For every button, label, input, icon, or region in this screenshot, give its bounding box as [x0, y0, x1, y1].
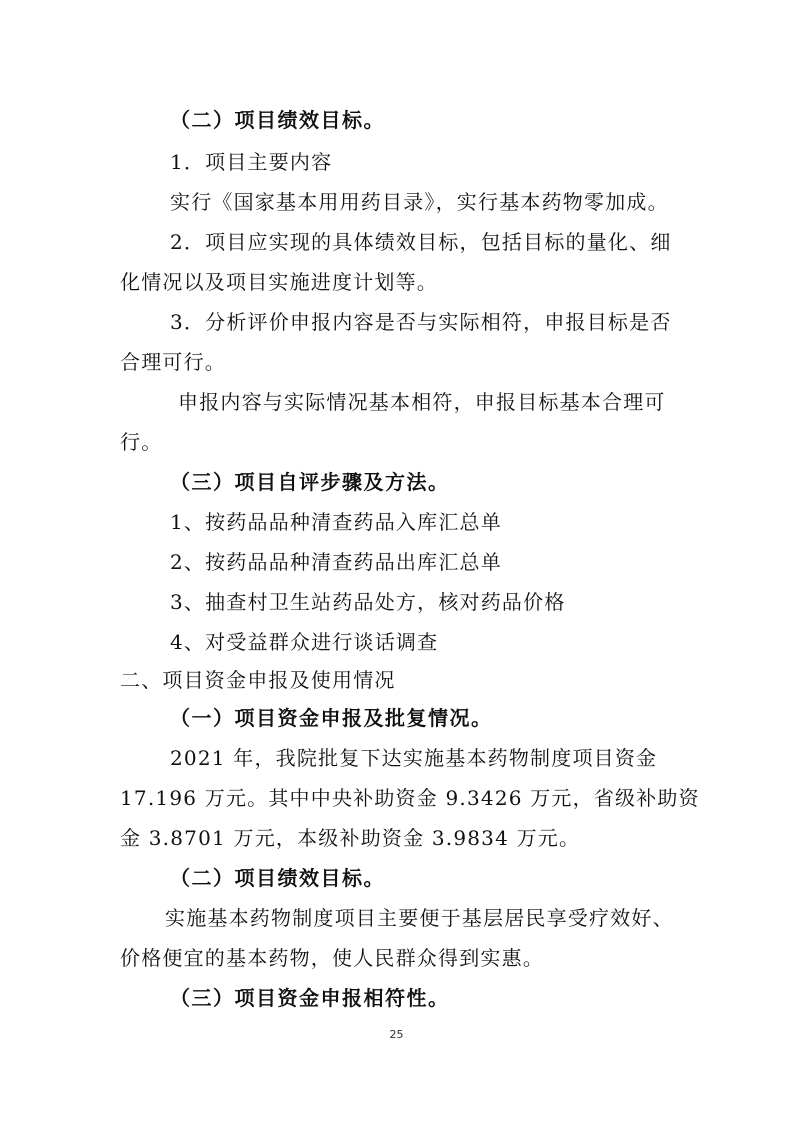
- paragraph-line: 17.196 万元。其中中央补助资金 9.3426 万元，省级补助资: [120, 786, 700, 810]
- list-item: 3、抽查村卫生站药品处方，核对药品价格: [170, 590, 566, 614]
- paragraph-line: 实行《国家基本用用药目录》，实行基本药物零加成。: [170, 190, 669, 214]
- paragraph-line: 价格便宜的基本药物，使人民群众得到实惠。: [120, 946, 544, 970]
- item-analysis: 3．分析评价申报内容是否与实际相符，申报目标是否: [170, 310, 672, 334]
- paragraph-line: 2021 年，我院批复下达实施基本药物制度项目资金: [170, 746, 658, 770]
- list-item: 2、按药品品种清查药品出库汇总单: [170, 550, 502, 574]
- page-number: 25: [389, 1028, 404, 1041]
- paragraph-line: 申报内容与实际情况基本相符，申报目标基本合理可: [178, 390, 666, 414]
- list-item: 1、按药品品种清查药品入库汇总单: [170, 510, 502, 534]
- subheading-performance-goals: （二）项目绩效目标。: [170, 108, 385, 132]
- subheading-self-evaluation: （三）项目自评步骤及方法。: [170, 470, 450, 494]
- paragraph-line: 金 3.8701 万元，本级补助资金 3.9834 万元。: [120, 826, 581, 850]
- section-heading-funding: 二、项目资金申报及使用情况: [120, 668, 396, 692]
- subheading-performance-goals-2: （二）项目绩效目标。: [170, 866, 385, 890]
- paragraph-line: 化情况以及项目实施进度计划等。: [120, 270, 438, 294]
- subheading-funding-consistency: （三）项目资金申报相符性。: [170, 986, 450, 1010]
- paragraph-line: 实施基本药物制度项目主要便于基层居民享受疗效好、: [165, 906, 674, 930]
- subheading-funding-approval: （一）项目资金申报及批复情况。: [170, 706, 493, 730]
- paragraph-line: 合理可行。: [120, 350, 226, 374]
- item-main-content: 1．项目主要内容: [170, 150, 333, 174]
- item-specific-goals: 2．项目应实现的具体绩效目标，包括目标的量化、细: [170, 230, 672, 254]
- list-item: 4、对受益群众进行谈话调查: [170, 630, 439, 654]
- paragraph-line: 行。: [120, 430, 163, 454]
